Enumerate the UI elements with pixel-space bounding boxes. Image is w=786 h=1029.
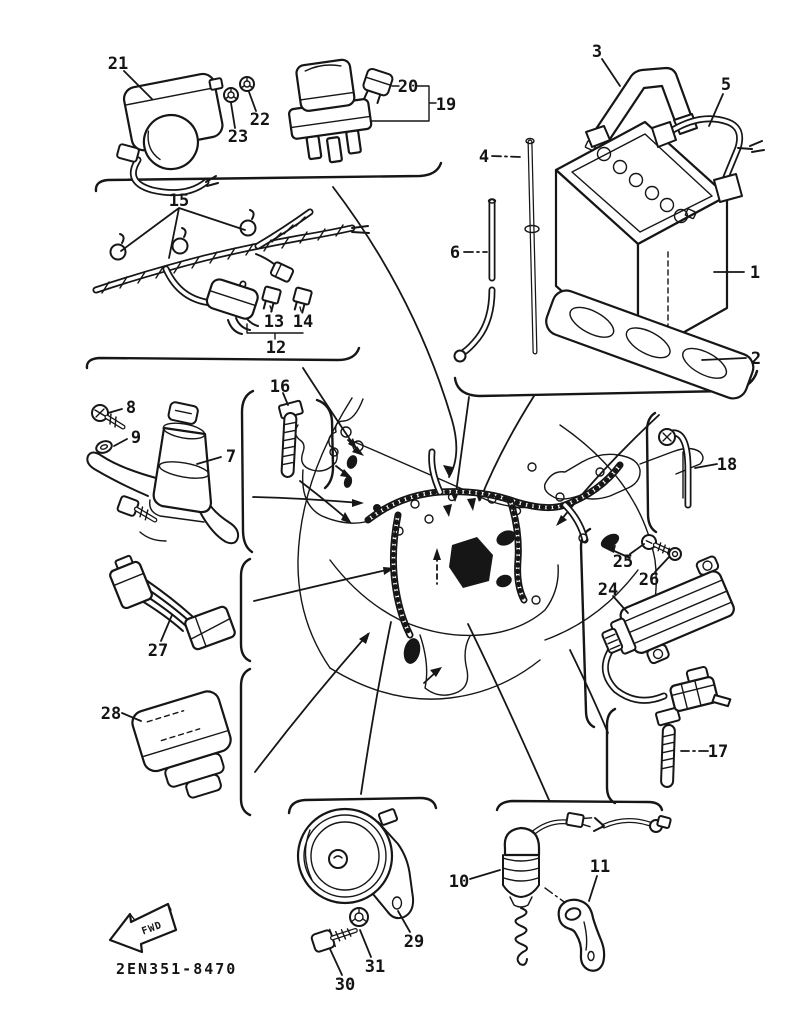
callout-12: 12 [265, 338, 287, 358]
clamp-band [111, 234, 126, 260]
callout-13: 13 [263, 312, 285, 332]
callout-31: 31 [364, 957, 386, 977]
callout-14: 14 [292, 312, 314, 332]
callout-6: 6 [449, 243, 461, 263]
flasher-nut-22 [240, 77, 254, 91]
callout-5: 5 [720, 75, 732, 95]
horn-bolt-30 [311, 922, 358, 953]
breather-pipe [455, 199, 496, 362]
callout-25: 25 [612, 552, 634, 572]
callout-7: 7 [225, 447, 237, 467]
callout-1: 1 [749, 263, 761, 283]
callout-10: 10 [448, 872, 470, 892]
coil-mount-bolt [117, 495, 159, 523]
callout-23: 23 [227, 127, 249, 147]
callout-16: 16 [269, 377, 291, 397]
battery-bolt-rod [525, 139, 539, 353]
callout-30: 30 [334, 975, 356, 995]
callout-21: 21 [107, 54, 129, 74]
rectifier-connector [667, 662, 732, 718]
callout-4: 4 [478, 147, 490, 167]
callout-29: 29 [403, 932, 425, 952]
flasher-relay [117, 72, 230, 193]
nut-26 [669, 548, 681, 560]
cdi-unit [129, 688, 244, 808]
callout-20: 20 [397, 77, 419, 97]
fwd-arrow-icon [110, 904, 176, 952]
fuse [359, 68, 393, 106]
callout-26: 26 [638, 570, 660, 590]
horn-nut-31 [350, 908, 368, 926]
part-code: 2EN351-8470 [116, 960, 238, 978]
callout-8: 8 [125, 398, 137, 418]
callout-17: 17 [707, 742, 729, 762]
fwd-label: FWD [140, 919, 164, 938]
callout-22: 22 [249, 110, 271, 130]
relay-assembly [283, 57, 376, 167]
harness-connector [270, 261, 294, 282]
horn [298, 809, 413, 919]
callout-27: 27 [147, 641, 169, 661]
callout-28: 28 [100, 704, 122, 724]
flasher-nut-23 [224, 88, 238, 102]
harness-grommets [395, 463, 587, 604]
switch-bracket [559, 900, 604, 971]
callout-11: 11 [589, 857, 611, 877]
fuse-box [205, 277, 260, 334]
cable-band-18 [659, 429, 688, 505]
callout-2: 2 [750, 349, 762, 369]
callout-15: 15 [168, 191, 190, 211]
clamp-band [241, 210, 256, 236]
callout-24: 24 [597, 580, 619, 600]
wire-lead-connector [106, 553, 236, 651]
callout-9: 9 [130, 428, 142, 448]
bolt-8 [92, 405, 123, 427]
cable-band-17 [656, 707, 681, 787]
callout-3: 3 [591, 42, 603, 62]
callout-18: 18 [716, 455, 738, 475]
callout-19: 19 [435, 95, 457, 115]
